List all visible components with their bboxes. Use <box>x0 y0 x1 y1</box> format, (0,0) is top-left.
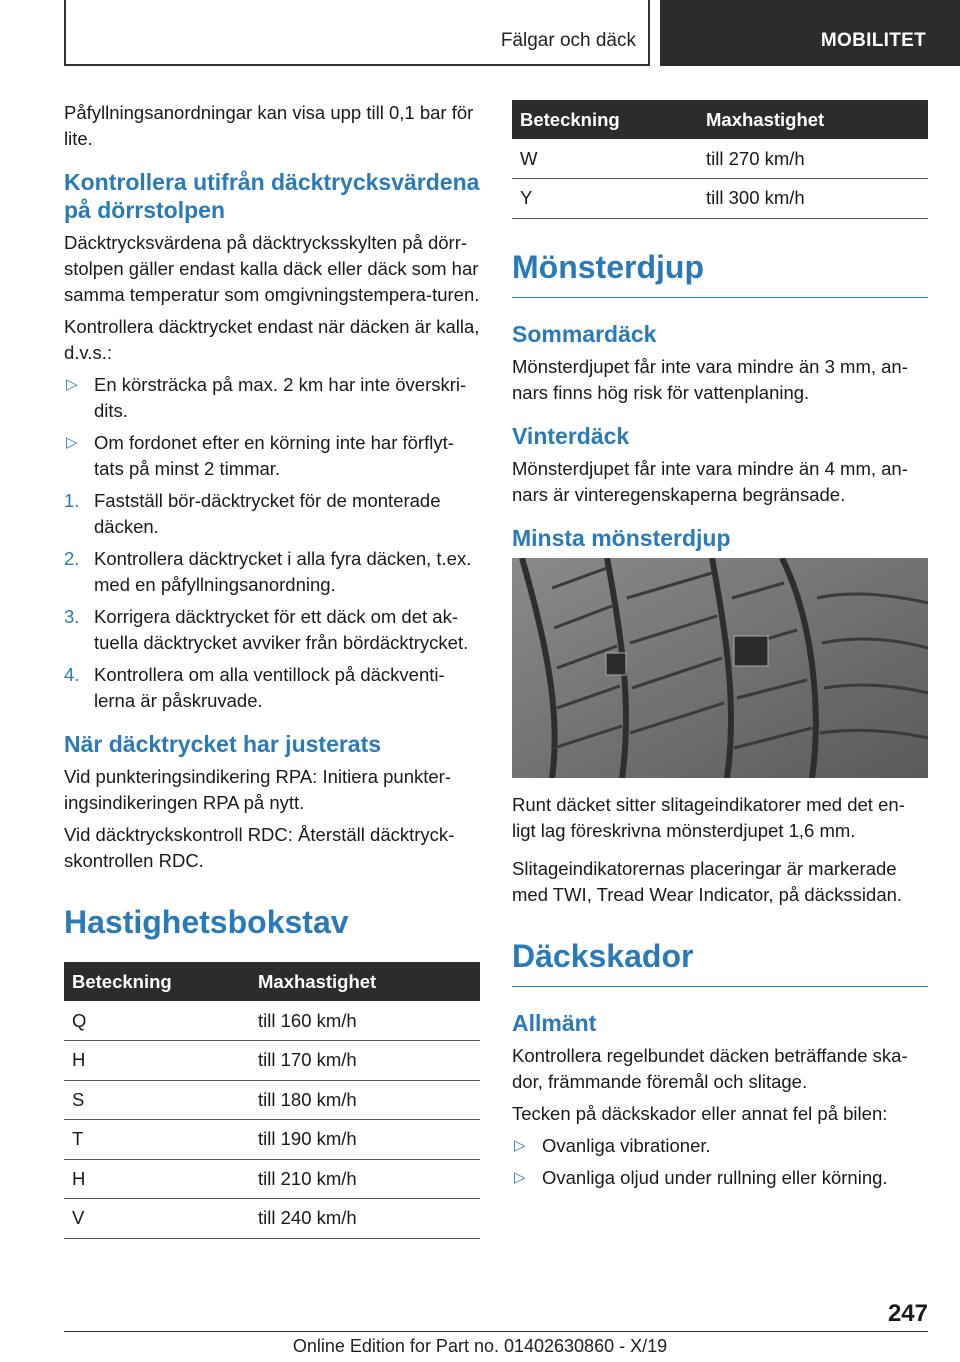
heading-speed-letter: Hastighetsbokstav <box>64 904 349 940</box>
left-column <box>64 100 480 1239</box>
triangle-right-icon: ▷ <box>514 1168 526 1186</box>
table-row: H till 210 km/h <box>64 1159 480 1199</box>
paragraph: Vid däcktryckskontroll RDC: Återställ däcktryck-skontrollen RDC. <box>64 824 455 871</box>
speed-table-right <box>512 100 928 219</box>
section-title: Fälgar och däck <box>500 30 636 51</box>
right-column <box>512 100 928 1197</box>
header-section-tab <box>64 0 650 66</box>
table-row: Y till 300 km/h <box>512 179 928 219</box>
table-row: T till 190 km/h <box>64 1120 480 1160</box>
heading-tire-damage: Däckskador <box>512 936 928 987</box>
header-chapter-tab <box>660 0 960 66</box>
table-header: Maxhastighet <box>250 962 480 1001</box>
chapter-title: MOBILITET <box>820 30 926 51</box>
intro-paragraph: Påfyllningsanordningar kan visa upp till 0,1 bar för lite. <box>64 102 474 149</box>
heading-winter: Vinterdäck <box>512 422 630 449</box>
list-item: ▷ Ovanliga vibrationer. <box>512 1133 928 1159</box>
table-row: H till 170 km/h <box>64 1041 480 1081</box>
table-row: W till 270 km/h <box>512 139 928 179</box>
heading-adjusted: När däcktrycket har justerats <box>64 731 382 757</box>
edition-text: Online Edition for Part no. 01402630860 - X/19 <box>292 1336 668 1356</box>
paragraph: Slitageindikatorernas placeringar är markerade med TWI, Tread Wear Indicator, på däckssidan. <box>512 857 903 905</box>
list-item: ▷ Ovanliga oljud under rullning eller körning. <box>512 1165 928 1191</box>
heading-min-tread: Minsta mönsterdjup <box>512 524 731 551</box>
table-header: Beteckning <box>512 100 698 139</box>
step-item: 3. Korrigera däcktrycket för ett däck om det ak-tuella däcktrycket avviker från bördäcktrycket. <box>64 606 469 653</box>
page-number: 247 <box>887 1300 928 1327</box>
paragraph: Vid punkteringsindikering RPA: Initiera punkter-ingsindikeringen RPA på nytt. <box>64 766 451 813</box>
triangle-right-icon: ▷ <box>66 376 78 393</box>
step-item: 1. Fastställ bör-däcktrycket för de monterade däcken. <box>64 490 441 537</box>
paragraph: Kontrollera däcktrycket endast när däcken är kalla, d.v.s.: <box>64 316 480 363</box>
paragraph: Mönsterdjupet får inte vara mindre än 3 mm, an-nars finns hög risk för vattenplaning. <box>512 355 908 403</box>
triangle-right-icon: ▷ <box>514 1136 526 1154</box>
footer-divider <box>64 1331 928 1332</box>
heading-tread-depth: Mönsterdjup <box>512 247 928 298</box>
paragraph: Runt däcket sitter slitageindikatorer med det en-ligt lag föreskrivna mönsterdjupet 1,6 mm. <box>512 793 905 841</box>
list-item: ▷ Om fordonet efter en körning inte har förflyt-tats på minst 2 timmar. <box>66 432 454 479</box>
triangle-right-icon: ▷ <box>66 434 78 451</box>
table-row: S till 180 km/h <box>64 1080 480 1120</box>
paragraph: Kontrollera regelbundet däcken beträffande ska-dor, främmande föremål och slitage. <box>512 1044 908 1092</box>
heading-check-doorpost: Kontrollera utifrån däcktrycksvärdena på dörrstolpen <box>64 169 480 223</box>
table-header: Beteckning <box>64 962 250 1001</box>
paragraph: Däcktrycksvärdena på däcktrycksskylten på dörr-stolpen gäller endast kalla däck eller däck som har samma temperatur som omgivningstempera-turen. <box>64 232 480 305</box>
paragraph: Mönsterdjupet får inte vara mindre än 4 mm, an-nars är vinteregenskaperna begränsade. <box>512 457 908 505</box>
step-item: 2. Kontrollera däcktrycket i alla fyra däcken, t.ex. med en påfyllningsanordning. <box>64 548 472 595</box>
speed-table-left <box>64 962 480 1239</box>
list-item: ▷ En körsträcka på max. 2 km har inte överskri-dits. <box>66 374 467 421</box>
heading-summer: Sommardäck <box>512 320 657 347</box>
table-row: V till 240 km/h <box>64 1199 480 1239</box>
heading-general: Allmänt <box>512 1009 597 1036</box>
step-item: 4. Kontrollera om alla ventillock på däckventi-lerna är påskruvade. <box>64 664 445 711</box>
paragraph: Tecken på däckskador eller annat fel på bilen: <box>512 1102 888 1124</box>
table-header: Maxhastighet <box>698 100 928 139</box>
tread-wear-indicator-image <box>512 558 928 778</box>
table-row: Q till 160 km/h <box>64 1001 480 1041</box>
